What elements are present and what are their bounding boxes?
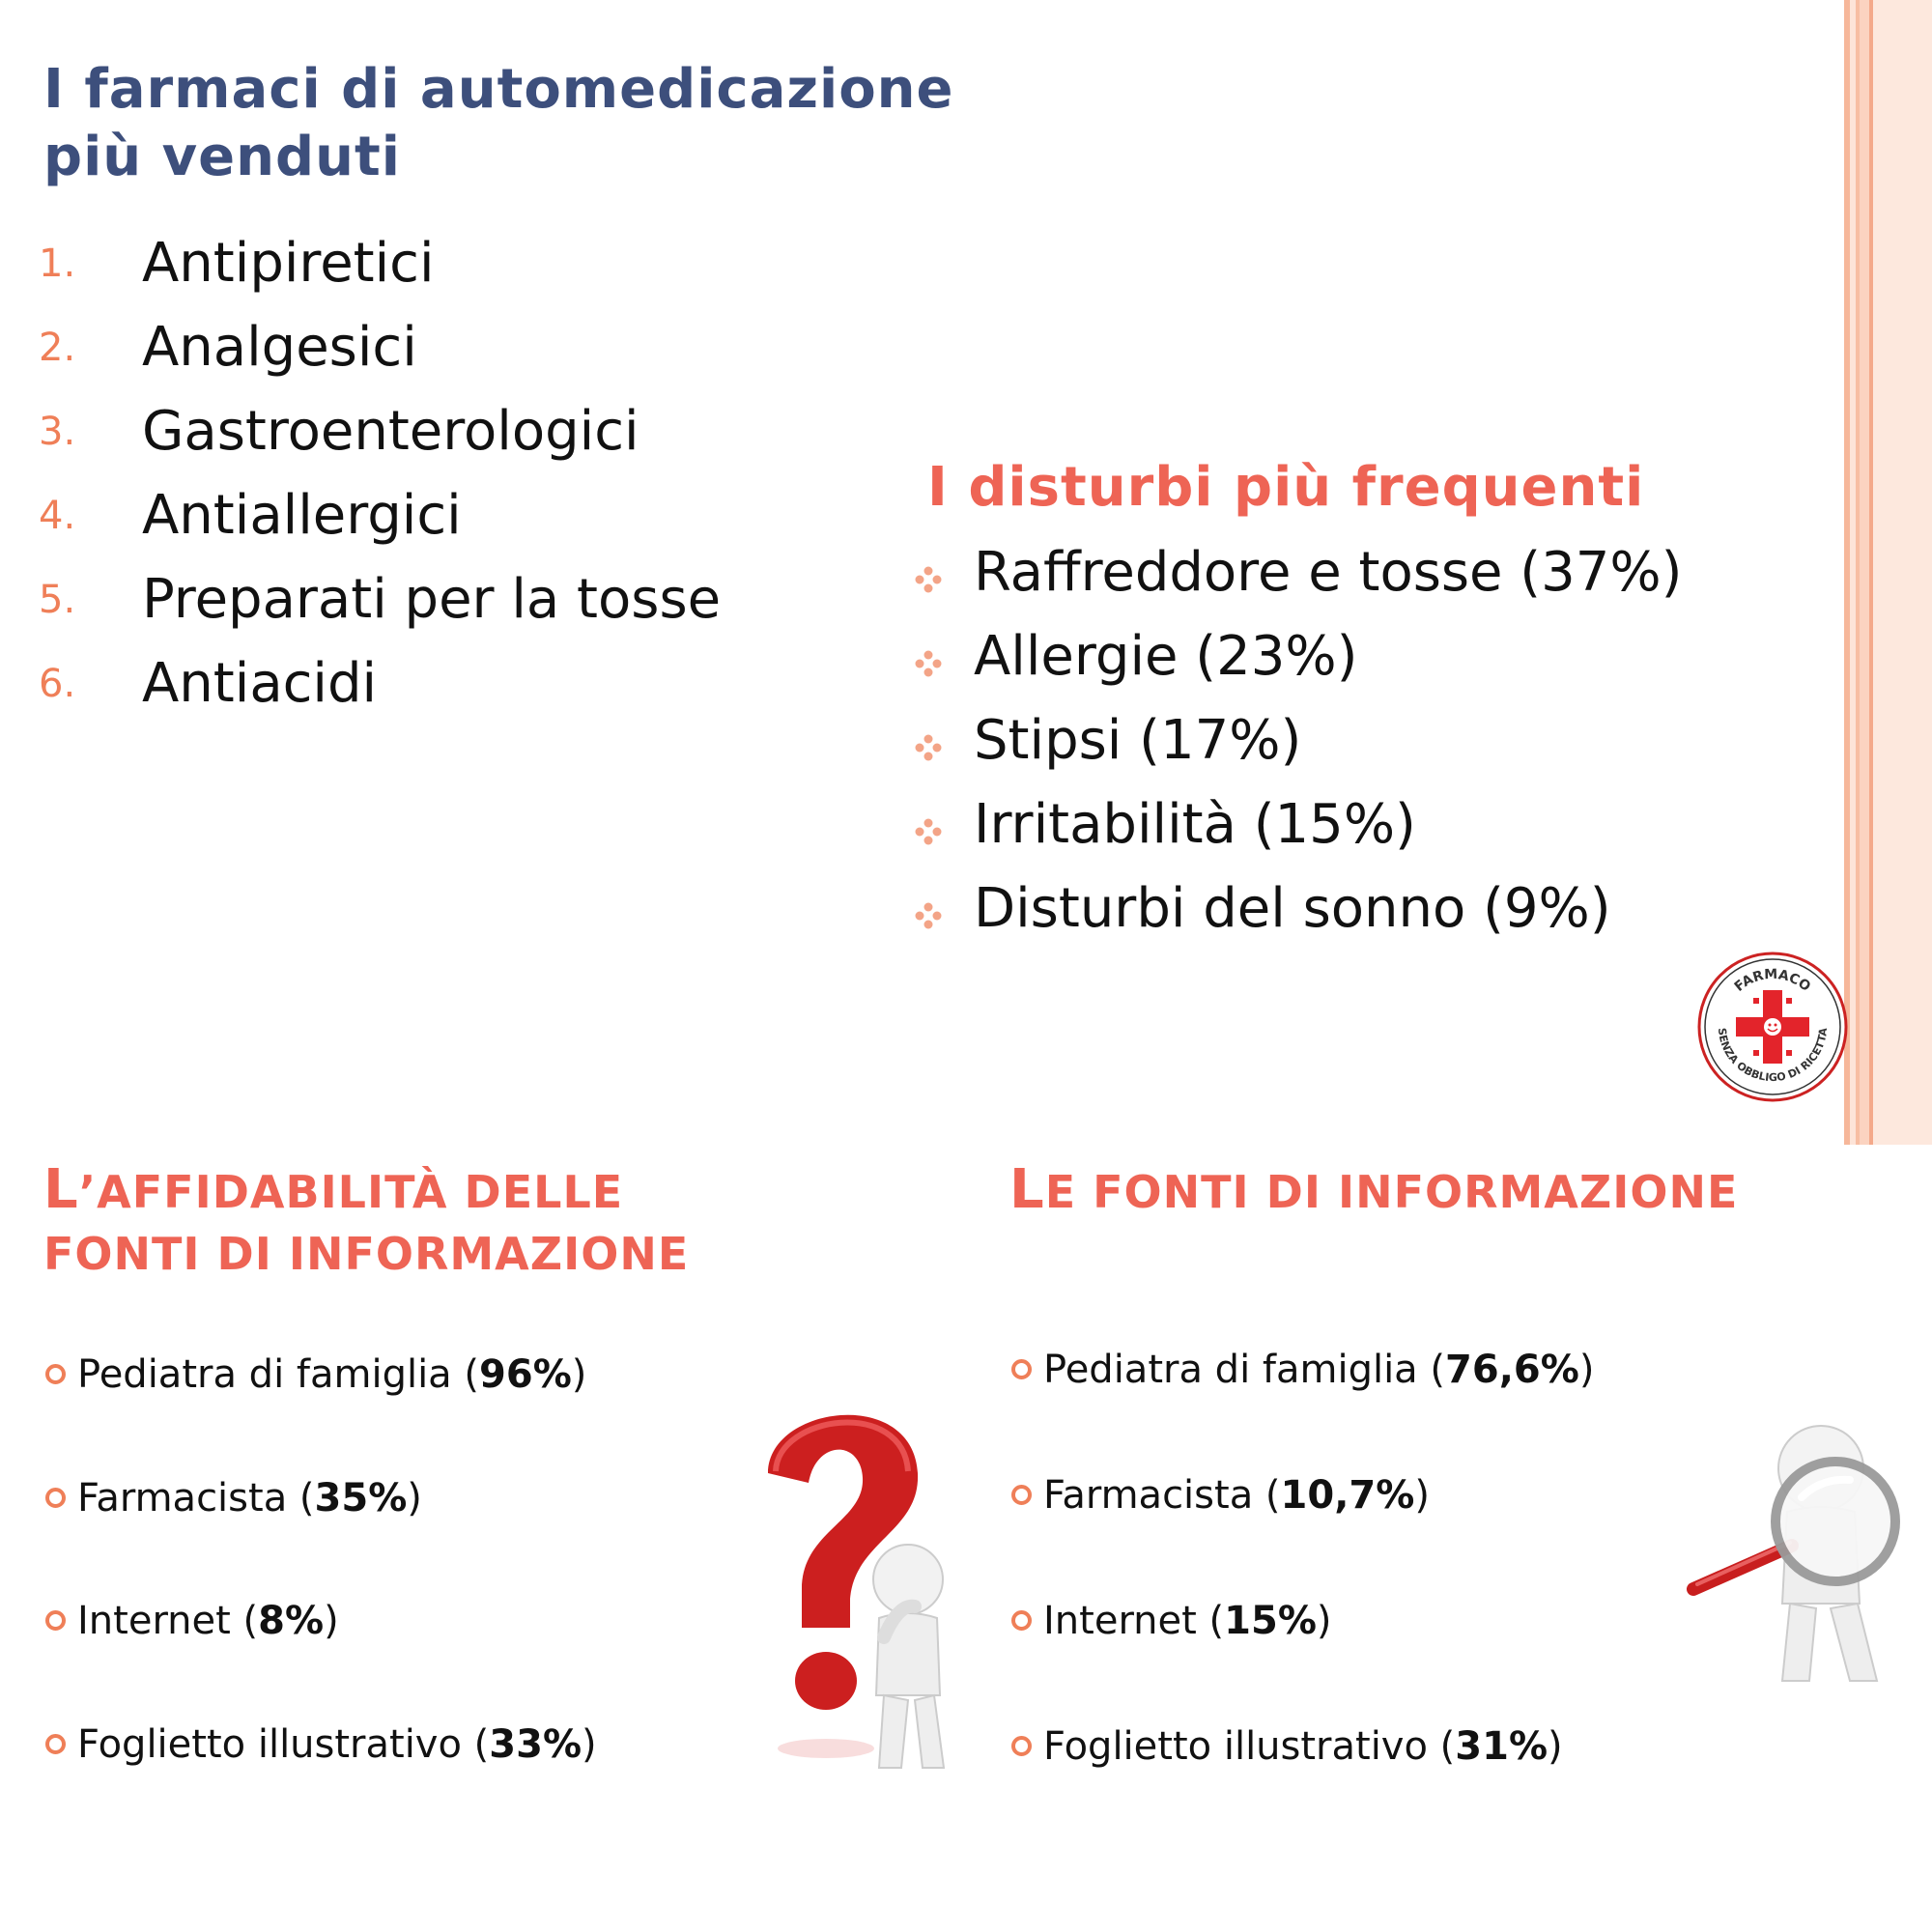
- list-item: Pediatra di famiglia (96%): [45, 1352, 586, 1397]
- source-value: 31%: [1455, 1724, 1548, 1769]
- title-rest: E FONTI DI INFORMAZIONE: [1044, 1166, 1739, 1218]
- seal-top-text: FARMACO: [1731, 966, 1814, 995]
- list-item: Pediatra di famiglia (76,6%): [1011, 1348, 1594, 1392]
- title-rest: ’AFFIDABILITÀ DELLE: [78, 1166, 624, 1218]
- item-label: Antipiretici: [142, 232, 435, 295]
- source-value: 76,6%: [1445, 1348, 1579, 1392]
- item-number: 6.: [39, 662, 76, 706]
- item-number: 3.: [39, 410, 76, 454]
- item-label: Antiacidi: [142, 652, 378, 715]
- circle-bullet-icon: [1011, 1485, 1032, 1505]
- item-label: Preparati per la tosse: [142, 568, 722, 631]
- disorder-label: Allergie (23%): [974, 625, 1358, 688]
- source-value: 8%: [258, 1599, 325, 1643]
- source-label: Internet: [1043, 1599, 1197, 1643]
- source-label: Internet: [77, 1599, 231, 1643]
- disorder-label: Irritabilità (15%): [974, 793, 1416, 856]
- disorder-label: Raffreddore e tosse (37%): [974, 541, 1683, 604]
- diamond-dots-icon: [913, 816, 944, 847]
- item-label: Gastroenterologici: [142, 400, 639, 463]
- question-mark-figure-icon: [749, 1386, 961, 1782]
- source-value: 33%: [489, 1722, 582, 1767]
- list-item: Foglietto illustrativo (33%): [45, 1722, 597, 1767]
- page-title: [43, 56, 954, 191]
- source-label: Foglietto illustrativo: [1043, 1724, 1428, 1769]
- source-value: 10,7%: [1280, 1473, 1415, 1518]
- diamond-dots-icon: [913, 900, 944, 931]
- circle-bullet-icon: [45, 1364, 66, 1384]
- sources-title: [1009, 1159, 1738, 1223]
- list-item: Internet (8%): [45, 1599, 339, 1643]
- title-line-2: FONTI DI INFORMAZIONE: [43, 1228, 690, 1280]
- source-value: 96%: [479, 1352, 572, 1397]
- source-label: Farmacista: [1043, 1473, 1254, 1518]
- list-item: Farmacista (10,7%): [1011, 1473, 1430, 1518]
- magnifier-figure-icon: [1686, 1420, 1932, 1695]
- diamond-dots-icon: [913, 564, 944, 595]
- item-label: Antiallergici: [142, 484, 462, 547]
- seal-bottom-text: SENZA OBBLIGO DI RICETTA: [1715, 1027, 1831, 1085]
- source-label: Foglietto illustrativo: [77, 1722, 462, 1767]
- list-item: Foglietto illustrativo (31%): [1011, 1724, 1563, 1769]
- item-number: 5.: [39, 578, 76, 622]
- item-number: 4.: [39, 494, 76, 538]
- disorder-label: Stipsi (17%): [974, 709, 1302, 772]
- list-item: Internet (15%): [1011, 1599, 1332, 1643]
- circle-bullet-icon: [1011, 1359, 1032, 1379]
- source-label: Farmacista: [77, 1476, 288, 1520]
- circle-bullet-icon: [1011, 1736, 1032, 1756]
- source-value: 35%: [314, 1476, 408, 1520]
- source-label: Pediatra di famiglia: [1043, 1348, 1418, 1392]
- decorative-stripes: [1840, 0, 1932, 1145]
- diamond-dots-icon: [913, 732, 944, 763]
- otc-seal-logo: [1695, 950, 1850, 1104]
- item-label: Analgesici: [142, 316, 417, 379]
- title-line-2: più venduti: [43, 126, 401, 188]
- circle-bullet-icon: [45, 1488, 66, 1508]
- list-item: Farmacista (35%): [45, 1476, 422, 1520]
- disorders-title: I disturbi più frequenti: [927, 456, 1645, 519]
- circle-bullet-icon: [45, 1734, 66, 1754]
- title-line-1: I farmaci di automedicazione: [43, 58, 954, 121]
- source-value: 15%: [1224, 1599, 1317, 1643]
- item-number: 1.: [39, 242, 76, 286]
- disorder-label: Disturbi del sonno (9%): [974, 877, 1611, 940]
- title-cap: L: [1009, 1158, 1045, 1221]
- circle-bullet-icon: [45, 1610, 66, 1631]
- diamond-dots-icon: [913, 648, 944, 679]
- circle-bullet-icon: [1011, 1610, 1032, 1631]
- item-number: 2.: [39, 326, 76, 370]
- title-cap: L: [43, 1158, 79, 1221]
- reliability-title: [43, 1159, 689, 1285]
- source-label: Pediatra di famiglia: [77, 1352, 452, 1397]
